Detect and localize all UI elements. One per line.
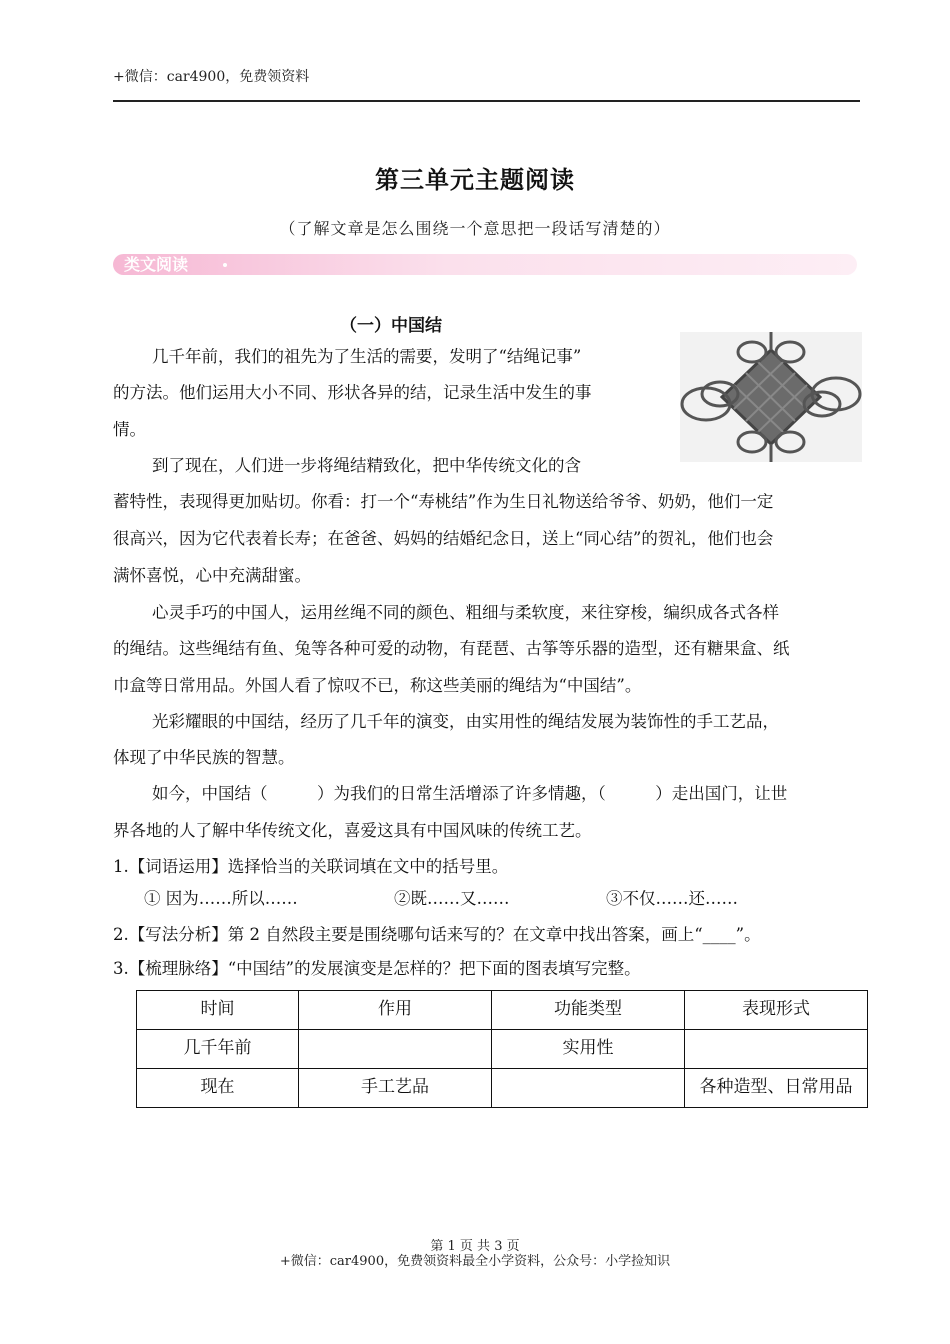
article-heading: （一）中国结 xyxy=(340,316,442,336)
table-header-cell: 时间 xyxy=(137,991,299,1030)
table-cell[interactable] xyxy=(299,1030,492,1069)
evolution-table xyxy=(136,990,868,1108)
header-divider xyxy=(113,100,860,102)
article-line: 到了现在，人们进一步将绳结精致化，把中华传统文化的含 xyxy=(152,456,581,475)
question-3: 3.【梳理脉络】“中国结”的发展演变是怎样的？把下面的图表填写完整。 xyxy=(113,959,641,978)
page-number: 第 1 页 共 3 页 xyxy=(430,1239,520,1254)
option-1: ① 因为……所以…… xyxy=(144,889,298,908)
footer-contact: +微信：car4900，免费领资料最全小学资料，公众号：小学捡知识 xyxy=(279,1254,671,1269)
table-cell: 手工艺品 xyxy=(299,1069,492,1108)
article-line: 界各地的人了解中华传统文化，喜爱这具有中国风味的传统工艺。 xyxy=(113,821,592,840)
option-2: ②既……又…… xyxy=(394,889,510,908)
table-header-cell: 作用 xyxy=(299,991,492,1030)
table-header-row xyxy=(137,991,868,1030)
article-line: 心灵手巧的中国人，运用丝绳不同的颜色、粗细与柔软度，来往穿梭，编织成各式各样 xyxy=(152,603,779,622)
table-header-cell: 表现形式 xyxy=(685,991,868,1030)
table-cell[interactable] xyxy=(685,1030,868,1069)
article-line: 的方法。他们运用大小不同、形状各异的结，记录生活中发生的事 xyxy=(113,383,592,402)
article-line: 的绳结。这些绳结有鱼、兔等各种可爱的动物，有琵琶、古筝等乐器的造型，还有糖果盒、纸 xyxy=(113,639,790,658)
chinese-knot-icon xyxy=(680,332,862,462)
option-3: ③不仅……还…… xyxy=(606,889,738,908)
article-line: 光彩耀眼的中国结，经历了几千年的演变，由实用性的绳结发展为装饰性的手工艺品， xyxy=(152,712,779,731)
article-line: 如今，中国结（ ）为我们的日常生活增添了许多情趣，（ ）走出国门，让世 xyxy=(152,784,788,803)
question-1: 1.【词语运用】选择恰当的关联词填在文中的括号里。 xyxy=(113,857,509,876)
table-row xyxy=(137,1030,868,1069)
page-subtitle: （了解文章是怎么围绕一个意思把一段话写清楚的） xyxy=(279,219,671,238)
table-cell: 各种造型、日常用品 xyxy=(685,1069,868,1108)
table-cell[interactable] xyxy=(492,1069,685,1108)
page-title: 第三单元主题阅读 xyxy=(375,166,575,194)
article-line: 几千年前，我们的祖先为了生活的需要，发明了“结绳记事” xyxy=(152,347,582,366)
article-line: 巾盒等日常用品。外国人看了惊叹不已，称这些美丽的绳结为“中国结”。 xyxy=(113,676,642,695)
table-cell: 实用性 xyxy=(492,1030,685,1069)
table-cell: 现在 xyxy=(137,1069,299,1108)
header-contact: +微信：car4900，免费领资料 xyxy=(113,69,310,85)
table-cell: 几千年前 xyxy=(137,1030,299,1069)
question-2: 2.【写法分析】第 2 自然段主要是围绕哪句话来写的？在文章中找出答案，画上“____”。 xyxy=(113,925,761,944)
article-line: 情。 xyxy=(113,420,146,439)
article-line: 蓄特性，表现得更加贴切。你看：打一个“寿桃结”作为生日礼物送给爷爷、奶奶，他们一定 xyxy=(113,492,774,511)
article-line: 满怀喜悦，心中充满甜蜜。 xyxy=(113,566,311,585)
section-badge: 类文阅读 xyxy=(124,255,189,274)
article-line: 很高兴，因为它代表着长寿；在爸爸、妈妈的结婚纪念日，送上“同心结”的贺礼，他们也会 xyxy=(113,529,774,548)
table-header-cell: 功能类型 xyxy=(492,991,685,1030)
badge-dot-icon xyxy=(223,263,227,267)
table-row xyxy=(137,1069,868,1108)
article-line: 体现了中华民族的智慧。 xyxy=(113,748,295,767)
